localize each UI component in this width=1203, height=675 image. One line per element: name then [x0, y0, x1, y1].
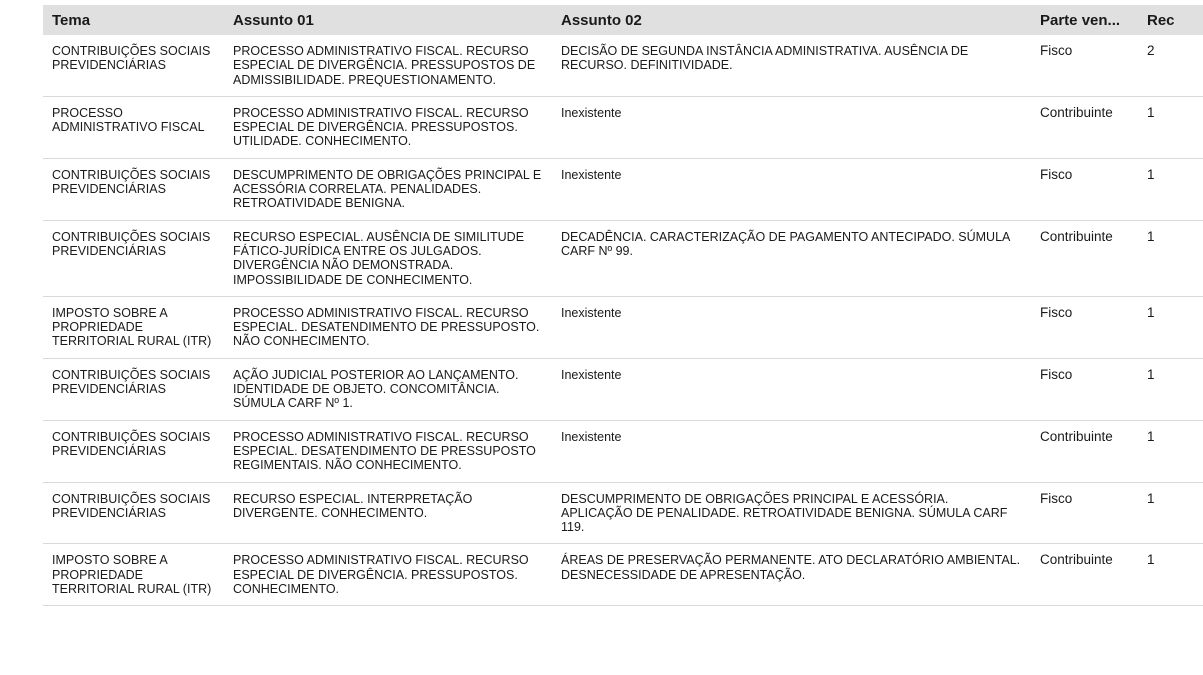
cell-assunto-02 — [552, 96, 1031, 158]
cell-rec — [1138, 544, 1203, 606]
cell-rec — [1138, 158, 1203, 220]
cell-rec — [1138, 220, 1203, 296]
cell-rec-text: 1 — [1147, 304, 1155, 320]
table-row[interactable] — [43, 482, 1203, 544]
cell-rec-text: 1 — [1147, 228, 1155, 244]
cell-parte-text: Contribuinte — [1040, 428, 1113, 444]
cell-tema-text: CONTRIBUIÇÕES SOCIAIS PREVIDENCIÁRIAS — [52, 229, 211, 258]
cell-assunto-02-text: DECADÊNCIA. CARACTERIZAÇÃO DE PAGAMENTO ANTECIPADO. SÚMULA CARF Nº 99. — [561, 229, 1010, 258]
cell-assunto-02 — [552, 220, 1031, 296]
cell-assunto-02-text: Inexistente — [561, 105, 622, 120]
cell-parte — [1031, 35, 1138, 96]
cell-assunto-01 — [224, 544, 552, 606]
column-header-parte-vencida[interactable]: Parte ven... — [1031, 5, 1138, 35]
cell-rec — [1138, 482, 1203, 544]
cell-parte-text: Contribuinte — [1040, 228, 1113, 244]
cell-tema — [43, 358, 224, 420]
cell-parte — [1031, 158, 1138, 220]
cell-tema-text: CONTRIBUIÇÕES SOCIAIS PREVIDENCIÁRIAS — [52, 429, 211, 458]
cell-parte — [1031, 358, 1138, 420]
cell-assunto-01 — [224, 420, 552, 482]
cell-assunto-02-text: Inexistente — [561, 429, 622, 444]
cell-parte-text: Fisco — [1040, 43, 1073, 58]
cell-rec-text: 1 — [1147, 104, 1155, 120]
column-header-rec[interactable]: Rec — [1138, 5, 1203, 35]
header-row — [43, 5, 1203, 35]
cell-parte — [1031, 544, 1138, 606]
cell-assunto-01 — [224, 158, 552, 220]
cell-parte-text: Fisco — [1040, 304, 1073, 320]
cell-assunto-01 — [224, 96, 552, 158]
cell-tema-text: IMPOSTO SOBRE A PROPRIEDADE TERRITORIAL RURAL (ITR) — [52, 305, 212, 349]
table-row[interactable] — [43, 35, 1203, 96]
cell-rec — [1138, 358, 1203, 420]
cell-assunto-01 — [224, 482, 552, 544]
table-header — [43, 5, 1203, 35]
cell-rec-text: 1 — [1147, 490, 1155, 506]
cell-tema-text: CONTRIBUIÇÕES SOCIAIS PREVIDENCIÁRIAS — [52, 367, 211, 397]
cell-assunto-02 — [552, 358, 1031, 420]
cell-rec — [1138, 420, 1203, 482]
cell-assunto-01-text: AÇÃO JUDICIAL POSTERIOR AO LANÇAMENTO. IDENTIDADE DE OBJETO. CONCOMITÂNCIA. SÚMULA CARF Nº 1. — [233, 367, 519, 411]
cell-tema-text: IMPOSTO SOBRE A PROPRIEDADE TERRITORIAL RURAL (ITR) — [52, 553, 212, 597]
cell-assunto-01 — [224, 220, 552, 296]
cell-assunto-01-text: DESCUMPRIMENTO DE OBRIGAÇÕES PRINCIPAL E ACESSÓRIA CORRELATA. PENALIDADES. RETROATIVIDADE BENIGNA. — [233, 167, 542, 211]
cell-assunto-01 — [224, 358, 552, 420]
cell-rec-text: 2 — [1147, 43, 1155, 58]
cell-rec — [1138, 296, 1203, 358]
cell-assunto-02-text: DESCUMPRIMENTO DE OBRIGAÇÕES PRINCIPAL E ACESSÓRIA. APLICAÇÃO DE PENALIDADE. RETROATIVIDADE BENIGNA. SÚMULA CARF 119. — [561, 491, 1008, 535]
table-row[interactable] — [43, 420, 1203, 482]
cell-assunto-02 — [552, 296, 1031, 358]
cell-rec-text: 1 — [1147, 366, 1155, 382]
column-header-assunto-02[interactable]: Assunto 02 — [552, 5, 1031, 35]
cell-assunto-02 — [552, 35, 1031, 96]
cell-tema — [43, 296, 224, 358]
cell-parte — [1031, 296, 1138, 358]
cell-parte-text: Fisco — [1040, 366, 1073, 382]
table-row[interactable] — [43, 544, 1203, 606]
cell-assunto-02-text: Inexistente — [561, 305, 622, 320]
column-header-assunto-01[interactable]: Assunto 01 — [224, 5, 552, 35]
cell-parte-text: Contribuinte — [1040, 104, 1113, 120]
cell-assunto-01-text: PROCESSO ADMINISTRATIVO FISCAL. RECURSO ESPECIAL DE DIVERGÊNCIA. PRESSUPOSTOS. UTILIDADE. CONHECIMENTO. — [233, 105, 529, 149]
cell-assunto-02 — [552, 544, 1031, 606]
cell-assunto-01-text: PROCESSO ADMINISTRATIVO FISCAL. RECURSO ESPECIAL DE DIVERGÊNCIA. PRESSUPOSTOS. CONHECIMENTO. — [233, 553, 529, 597]
cell-parte — [1031, 220, 1138, 296]
cell-parte — [1031, 482, 1138, 544]
cell-tema — [43, 35, 224, 96]
cell-tema — [43, 420, 224, 482]
cell-assunto-02-text: Inexistente — [561, 167, 622, 182]
table-row[interactable] — [43, 296, 1203, 358]
cell-rec-text: 1 — [1147, 428, 1155, 444]
cell-assunto-01 — [224, 35, 552, 96]
cell-tema — [43, 544, 224, 606]
results-table — [43, 5, 1203, 606]
cell-rec-text: 1 — [1147, 552, 1155, 568]
cell-assunto-01-text: RECURSO ESPECIAL. INTERPRETAÇÃO DIVERGENTE. CONHECIMENTO. — [233, 491, 473, 520]
cell-assunto-02 — [552, 420, 1031, 482]
table-row[interactable] — [43, 158, 1203, 220]
cell-tema-text: CONTRIBUIÇÕES SOCIAIS PREVIDENCIÁRIAS — [52, 491, 211, 520]
table-row[interactable] — [43, 96, 1203, 158]
cell-rec — [1138, 96, 1203, 158]
cell-assunto-01-text: PROCESSO ADMINISTRATIVO FISCAL. RECURSO ESPECIAL DE DIVERGÊNCIA. PRESSUPOSTOS DE ADMISSIBILIDADE. PREQUESTIONAMENTO. — [233, 44, 536, 87]
cell-assunto-01-text: RECURSO ESPECIAL. AUSÊNCIA DE SIMILITUDE FÁTICO-JURÍDICA ENTRE OS JULGADOS. DIVERGÊNCIA NÃO DEMONSTRADA. IMPOSSIBILIDADE DE CONHECIMENTO. — [233, 229, 525, 287]
cell-tema-text: CONTRIBUIÇÕES SOCIAIS PREVIDENCIÁRIAS — [52, 167, 211, 197]
cell-rec-text: 1 — [1147, 166, 1155, 182]
table-row[interactable] — [43, 220, 1203, 296]
cell-assunto-01-text: PROCESSO ADMINISTRATIVO FISCAL. RECURSO ESPECIAL. DESATENDIMENTO DE PRESSUPOSTO REGIMENTAIS. NÃO CONHECIMENTO. — [233, 429, 536, 473]
cell-tema — [43, 158, 224, 220]
cell-assunto-01 — [224, 296, 552, 358]
cell-parte — [1031, 420, 1138, 482]
cell-assunto-02-text: ÁREAS DE PRESERVAÇÃO PERMANENTE. ATO DECLARATÓRIO AMBIENTAL. DESNECESSIDADE DE APRESENTAÇÃO. — [561, 553, 1021, 582]
cell-tema — [43, 220, 224, 296]
cell-assunto-01-text: PROCESSO ADMINISTRATIVO FISCAL. RECURSO ESPECIAL. DESATENDIMENTO DE PRESSUPOSTO. NÃO CONHECIMENTO. — [233, 305, 540, 349]
cell-tema — [43, 482, 224, 544]
cell-assunto-02 — [552, 158, 1031, 220]
table-row[interactable] — [43, 358, 1203, 420]
cell-rec — [1138, 35, 1203, 96]
cell-tema — [43, 96, 224, 158]
cell-assunto-02-text: DECISÃO DE SEGUNDA INSTÂNCIA ADMINISTRATIVA. AUSÊNCIA DE RECURSO. DEFINITIVIDADE. — [561, 44, 969, 73]
cell-parte-text: Fisco — [1040, 490, 1073, 506]
cell-parte-text: Contribuinte — [1040, 552, 1113, 568]
table-body — [43, 35, 1203, 606]
cell-parte — [1031, 96, 1138, 158]
column-header-tema[interactable]: Tema — [43, 5, 224, 35]
cell-tema-text: CONTRIBUIÇÕES SOCIAIS PREVIDENCIÁRIAS — [52, 44, 211, 73]
cell-assunto-02 — [552, 482, 1031, 544]
cell-tema-text: PROCESSO ADMINISTRATIVO FISCAL — [52, 105, 205, 135]
cell-assunto-02-text: Inexistente — [561, 367, 622, 382]
results-table-container — [43, 5, 1175, 606]
cell-parte-text: Fisco — [1040, 166, 1073, 182]
